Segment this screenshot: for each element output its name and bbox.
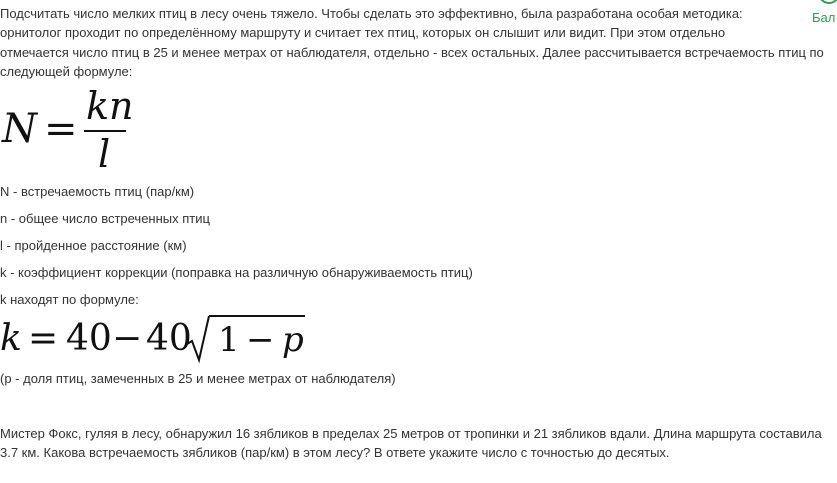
problem-line-1: Мистер Фокс, гуляя в лесу, обнаружил 16 зябликов в пределах 25 метров от тропинки и 21 зябликов вдали. Длина маршрута составила <box>0 426 822 441</box>
formula2-minus2: − <box>246 320 275 360</box>
intro-line-3: отмечается число птиц в 25 и менее метрах от наблюдателя, отдельно - всех остальных. Далее рассчитывается встречаемость птиц по <box>0 45 824 60</box>
formula2-term2: 40 <box>146 318 192 359</box>
p-note: (p - доля птиц, замеченных в 25 и менее метрах от наблюдателя) <box>0 371 396 386</box>
formula2-term1: 40 <box>66 318 112 359</box>
check-circle-icon <box>818 0 837 4</box>
formula2-lhs: k <box>0 318 22 359</box>
intro-line-1: Подсчитать число мелких птиц в лесу очень тяжело. Чтобы сделать это эффективно, была разработана особая методика: <box>0 6 743 21</box>
problem-line-2: 3.7 км. Какова встречаемость зябликов (пар/км) в этом лесу? В ответе укажите число с точностью до десятых. <box>0 445 670 460</box>
square-root-sign-icon <box>186 314 210 364</box>
formula2-equals: = <box>28 318 59 359</box>
formula1-denominator: l <box>98 132 111 176</box>
formula1-lhs: N <box>2 106 37 152</box>
definition-k: k - коэффициент коррекции (поправка на различную обнаруживаемость птиц) <box>0 265 473 280</box>
definition-l: l - пройденное расстояние (км) <box>0 238 187 253</box>
definition-N: N - встречаемость птиц (пар/км) <box>0 184 195 199</box>
formula2-radicand-one: 1 <box>218 320 240 360</box>
formula-correction <box>0 312 320 364</box>
formula-frequency <box>0 84 140 176</box>
formula2-minus1: − <box>112 318 143 359</box>
definition-n: n - общее число встреченных птиц <box>0 211 210 226</box>
formula1-equals: = <box>44 106 78 152</box>
score-badge-label: Бал <box>812 10 836 25</box>
intro-line-2: орнитолог проходит по определённому маршруту и считает тех птиц, которых он слышит или видит. При этом отдельно <box>0 25 726 40</box>
square-root-bar <box>209 315 305 317</box>
k-formula-intro: k находят по формуле: <box>0 292 139 307</box>
formula1-numerator: kn <box>86 84 134 128</box>
score-badge[interactable] <box>806 0 837 30</box>
formula2-radicand-var: p <box>282 320 304 360</box>
intro-line-4: следующей формуле: <box>0 64 133 79</box>
